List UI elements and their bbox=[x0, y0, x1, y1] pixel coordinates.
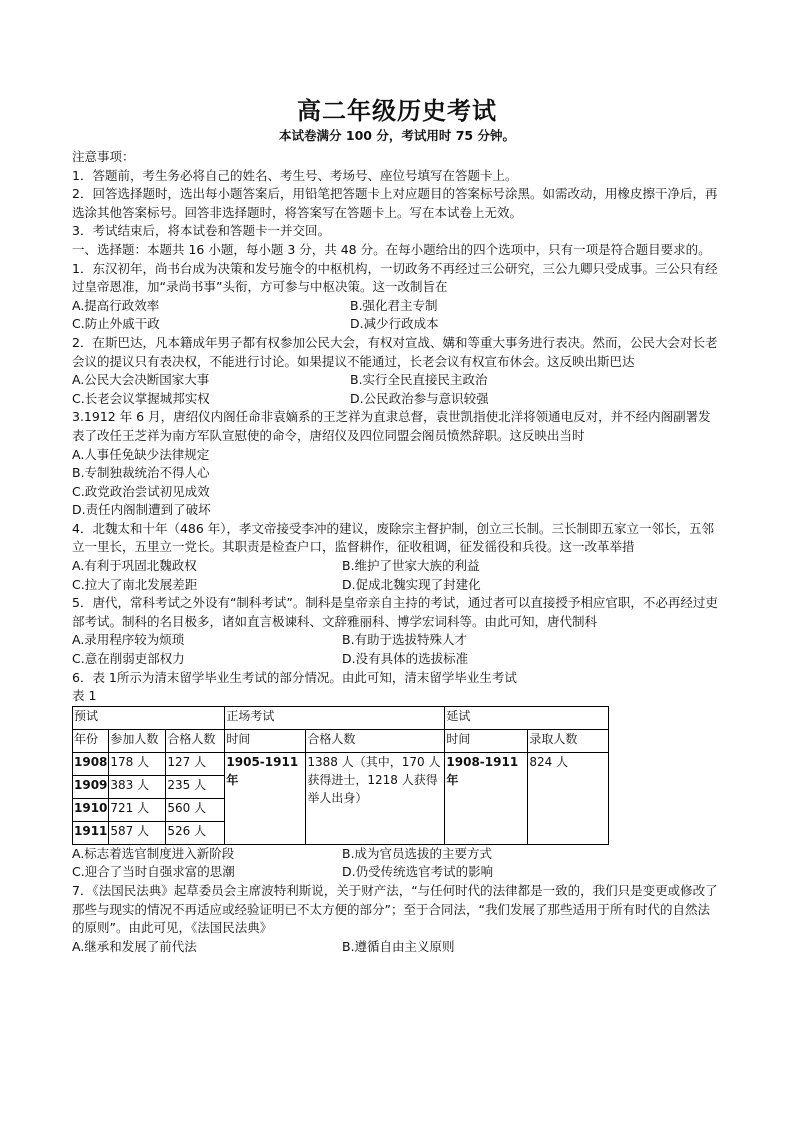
option: A.公民大会决断国家大事 bbox=[72, 372, 210, 388]
table-header: 参加人数 bbox=[109, 729, 166, 752]
option: D.促成北魏实现了封建化 bbox=[342, 576, 481, 592]
table-cell: 824 人 bbox=[528, 752, 609, 844]
option: D.公民政治参与意识较强 bbox=[350, 390, 489, 406]
question-options bbox=[72, 297, 722, 334]
table-group-row bbox=[73, 706, 609, 729]
question-options bbox=[72, 371, 722, 408]
question-stem: 2．在斯巴达，凡本籍成年男子都有权参加公民大会，有权对宣战、媾和等重大事务进行表决。然而，公民大会对长老会议的提议只有表决权，不能进行讨论。如果提议不能通过，长老会议有权宣布休会。这反映出斯巴达 bbox=[72, 334, 718, 369]
table-cell: 1911 bbox=[73, 821, 109, 844]
option: C.意在削弱吏部权力 bbox=[72, 651, 185, 667]
table-cell: 1908-1911 年 bbox=[445, 752, 528, 844]
option: D.没有具体的选拔标准 bbox=[342, 651, 469, 667]
data-table bbox=[72, 706, 609, 845]
section-heading: 一、选择题：本题共 16 小题，每小题 3 分，共 48 分。在每小题给出的四个选项中，只有一项是符合题目要求的。 bbox=[72, 241, 711, 257]
option: A.标志着选官制度进入新阶段 bbox=[72, 845, 235, 861]
option: C.政党政治尝试初见成效 bbox=[72, 483, 210, 499]
option: B.成为官员选拔的主要方式 bbox=[342, 845, 493, 861]
table-cell: 1905-1911 年 bbox=[225, 752, 306, 844]
table-cell: 721 人 bbox=[109, 798, 166, 821]
option: D.责任内阁制遭到了破坏 bbox=[72, 502, 211, 518]
option: A.有利于巩固北魏政权 bbox=[72, 558, 197, 574]
table-cell: 383 人 bbox=[109, 775, 166, 798]
table-header: 录取人数 bbox=[528, 729, 609, 752]
table-cell: 1909 bbox=[73, 775, 109, 798]
option: A.提高行政效率 bbox=[72, 297, 160, 313]
notice-heading: 注意事项： bbox=[72, 149, 135, 164]
table-header: 合格人数 bbox=[306, 729, 445, 752]
table-header: 时间 bbox=[445, 729, 528, 752]
notice-item: 2．回答选择题时，选出每小题答案后，用铅笔把答题卡上对应题目的答案标号涂黑。如需改动，用橡皮擦干净后，再选涂其他答案标号。回答非选择题时，将答案写在答题卡上。写在本试卷上无效。 bbox=[72, 186, 718, 220]
question-options bbox=[72, 557, 722, 594]
table-row bbox=[73, 752, 609, 775]
option: D.减少行政成本 bbox=[350, 316, 439, 332]
option: C.拉大了南北发展差距 bbox=[72, 576, 198, 592]
table-cell: 526 人 bbox=[166, 821, 225, 844]
question-options bbox=[72, 631, 722, 668]
table-cell: 560 人 bbox=[166, 798, 225, 821]
notice-item: 1．答题前，考生务必将自己的姓名、考生号、考场号、座位号填写在答题卡上。 bbox=[72, 167, 518, 183]
page-subtitle: 本试卷满分 100 分，考试用时 75 分钟。 bbox=[279, 128, 515, 143]
table-header: 时间 bbox=[225, 729, 306, 752]
question-stem: 7．《法国民法典》起草委员会主席波特利斯说，关于财产法，“与任何时代的法律都是一致的，我们只是变更或修改了那些与现实的情况不再适应或经验证明已不太方便的部分”；至于合同法，“我们发展了那些适用于所有时代的自然法的原则”。由此可见，《法国民法典》 bbox=[72, 883, 718, 936]
table-cell: 178 人 bbox=[109, 752, 166, 775]
option: B.实行全民直接民主政治 bbox=[350, 372, 488, 388]
option: D.仍受传统选官考试的影响 bbox=[342, 864, 494, 880]
table-cell: 587 人 bbox=[109, 821, 166, 844]
option: B.维护了世家大族的利益 bbox=[342, 558, 480, 574]
option: C.防止外戚干政 bbox=[72, 316, 160, 332]
option: A.继承和发展了前代法 bbox=[72, 938, 197, 954]
table-group: 预试 bbox=[73, 706, 225, 729]
question-stem: 3.1912 年 6 月，唐绍仪内阁任命非袁嫡系的王芝祥为直隶总督，袁世凯指使北洋将领通电反对，并不经内阁副署发表了改任王芝祥为南方军队宣慰使的命令，唐绍仪及四位同盟会阁员愤然辞职。这反映出当时 bbox=[72, 409, 711, 443]
table-caption: 表 1 bbox=[72, 688, 97, 704]
option: C.迎合了当时自强求富的思潮 bbox=[72, 864, 235, 880]
option: B.有助于选拔特殊人才 bbox=[342, 632, 468, 648]
table-header: 合格人数 bbox=[166, 729, 225, 752]
option: B.强化君主专制 bbox=[350, 297, 438, 313]
table-header: 年份 bbox=[73, 729, 109, 752]
page-title: 高二年级历史考试 bbox=[297, 96, 497, 125]
option: A.人事任免缺少法律规定 bbox=[72, 446, 210, 462]
option: C.长老会议掌握城邦实权 bbox=[72, 390, 210, 406]
table-cell: 127 人 bbox=[166, 752, 225, 775]
table-cell: 235 人 bbox=[166, 775, 225, 798]
table-cell: 1910 bbox=[73, 798, 109, 821]
question-options bbox=[72, 938, 722, 957]
table-group: 延试 bbox=[445, 706, 609, 729]
question-stem: 1．东汉初年，尚书台成为决策和发号施令的中枢机构，一切政务不再经过三公研究，三公九卿只受成事。三公只有经过皇帝恩准，加“录尚书事”头衔，方可参与中枢决策。这一改制旨在 bbox=[72, 260, 718, 295]
question-stem: 4．北魏太和十年（486 年），孝文帝接受李冲的建议，废除宗主督护制，创立三长制。三长制即五家立一邻长，五邻立一里长，五里立一党长。其职责是检查户口，监督耕作，征收租调，征发徭役和兵役。这一改革举措 bbox=[72, 520, 715, 555]
table-group: 正场考试 bbox=[225, 706, 445, 729]
option: B.专制独裁统治不得人心 bbox=[72, 465, 210, 481]
question-options bbox=[72, 446, 722, 520]
question-stem: 6．表 1所示为清末留学毕业生考试的部分情况。由此可知，清末留学毕业生考试 bbox=[72, 669, 517, 685]
option: A.录用程序较为烦琐 bbox=[72, 632, 185, 648]
table-header-row bbox=[73, 729, 609, 752]
option: B.遵循自由主义原则 bbox=[342, 938, 455, 954]
notice-item: 3．考试结束后，将本试卷和答题卡一并交回。 bbox=[72, 223, 330, 239]
question-options bbox=[72, 845, 722, 882]
table-cell: 1388 人（其中，170 人获得进士，1218 人获得举人出身） bbox=[306, 752, 445, 844]
table-cell: 1908 bbox=[73, 752, 109, 775]
exam-page bbox=[72, 96, 722, 956]
question-stem: 5．唐代，常科考试之外设有“制科考试”。制科是皇帝亲自主持的考试，通过者可以直接授予相应官职，不必再经过吏部考试。制科的名目极多，诸如直言极谏科、文辞雅丽科、博学宏词科等。由此可知，唐代制科 bbox=[72, 595, 718, 629]
